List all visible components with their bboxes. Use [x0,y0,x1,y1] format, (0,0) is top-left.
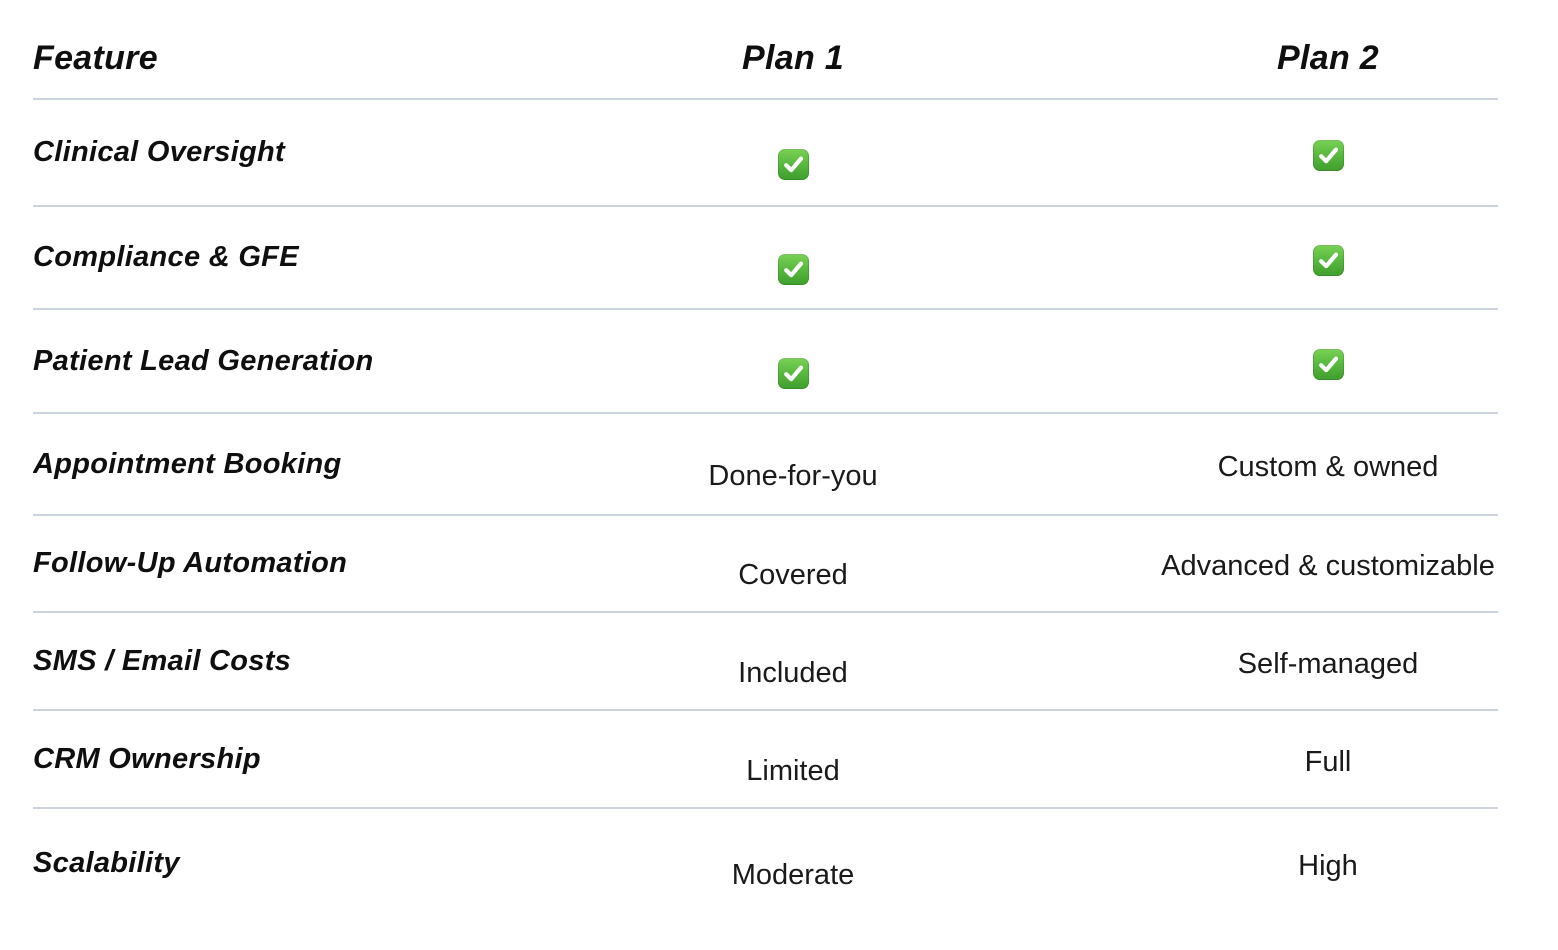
table-row [33,516,1498,613]
table-row [33,207,1498,310]
column-header-plan2: Plan 2 [1277,38,1379,77]
table-row [33,711,1498,809]
column-header-feature: Feature [33,38,158,77]
plan1-cell [428,219,1158,320]
check-icon [778,358,809,389]
table-row [33,414,1498,516]
feature-cell: Appointment Booking [33,447,342,480]
feature-cell: Scalability [33,846,180,879]
plan2-cell [1158,313,1498,415]
feature-cell: Clinical Oversight [33,136,285,168]
plan2-cell [1158,210,1498,311]
check-icon [778,254,809,285]
plan2-cell: Custom & owned [1217,450,1439,483]
plan2-cell: Self-managed [1237,647,1419,680]
plan2-cell: Advanced & customizable [1161,550,1495,582]
table-row [33,100,1498,207]
feature-cell: CRM Ownership [33,742,261,775]
table-row [33,613,1498,711]
feature-comparison-table [33,0,1498,917]
table-row [33,310,1498,414]
plan1-cell: Included [738,656,848,689]
plan1-cell: Done-for-you [708,459,878,492]
check-icon [1313,140,1344,171]
plan1-cell [428,322,1158,424]
feature-cell: SMS / Email Costs [33,644,292,677]
feature-cell: Follow-Up Automation [33,547,348,579]
check-icon [778,149,809,180]
feature-cell: Patient Lead Generation [33,344,374,377]
check-icon [1313,349,1344,380]
table-header-row [33,0,1498,100]
plan1-cell [428,112,1158,217]
feature-cell: Compliance & GFE [33,241,299,273]
plan1-cell: Covered [738,559,848,591]
plan1-cell: Limited [746,754,840,787]
plan1-cell: Moderate [731,858,855,891]
plan2-cell [1158,103,1498,208]
check-icon [1313,245,1344,276]
column-header-plan1: Plan 1 [742,38,844,77]
table-row [33,809,1498,917]
plan2-cell: High [1298,849,1358,882]
plan2-cell: Full [1304,745,1352,778]
